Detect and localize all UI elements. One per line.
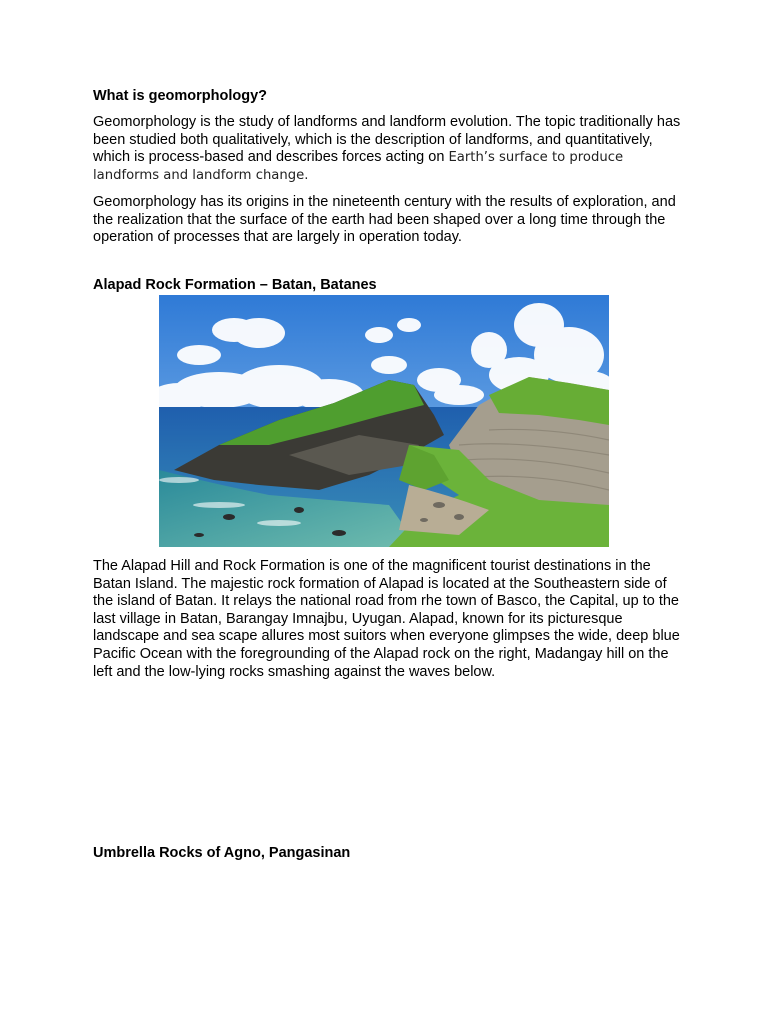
paragraph-definition <box>93 114 683 184</box>
section-heading-alapad: Alapad Rock Formation – Batan, Batanes <box>93 277 377 293</box>
section-heading-umbrella-rocks: Umbrella Rocks of Agno, Pangasinan <box>93 845 351 861</box>
paragraph-origins: Geomorphology has its origins in the nineteenth century with the results of exploration, and the realization that the surface of the earth had been shaped over a long time through the operation of processes that are largely in operation today. <box>93 194 676 246</box>
alapad-rock-photo <box>159 295 609 547</box>
paragraph-definition-tail: Earth’s surface to produce landforms and landform change. <box>93 150 624 183</box>
question-heading: What is geomorphology? <box>93 88 267 104</box>
paragraph-alapad-description: The Alapad Hill and Rock Formation is one of the magnificent tourist destinations in the Batan Island. The majestic rock formation of Alapad is located at the Southeastern side of the island of Batan. It relays the national road from rhe town of Basco, the Capital, up to the last village in Batan, Barangay Imnajbu, Uyugan. Alapad, known for its picturesque landscape and sea scape allures most suitors when everyone glimpses the wide, deep blue Pacific Ocean with the foregrounding of the Alapad rock on the right, Madangay hill on the left and the low-lying rocks smashing against the waves below. <box>93 558 680 680</box>
paragraph-definition-main: Geomorphology is the study of landforms and landform evolution. The topic traditionally has been studied both qualitatively, which is the description of landforms, and quantitatively, which is process-based and describes forces acting on <box>93 114 681 166</box>
